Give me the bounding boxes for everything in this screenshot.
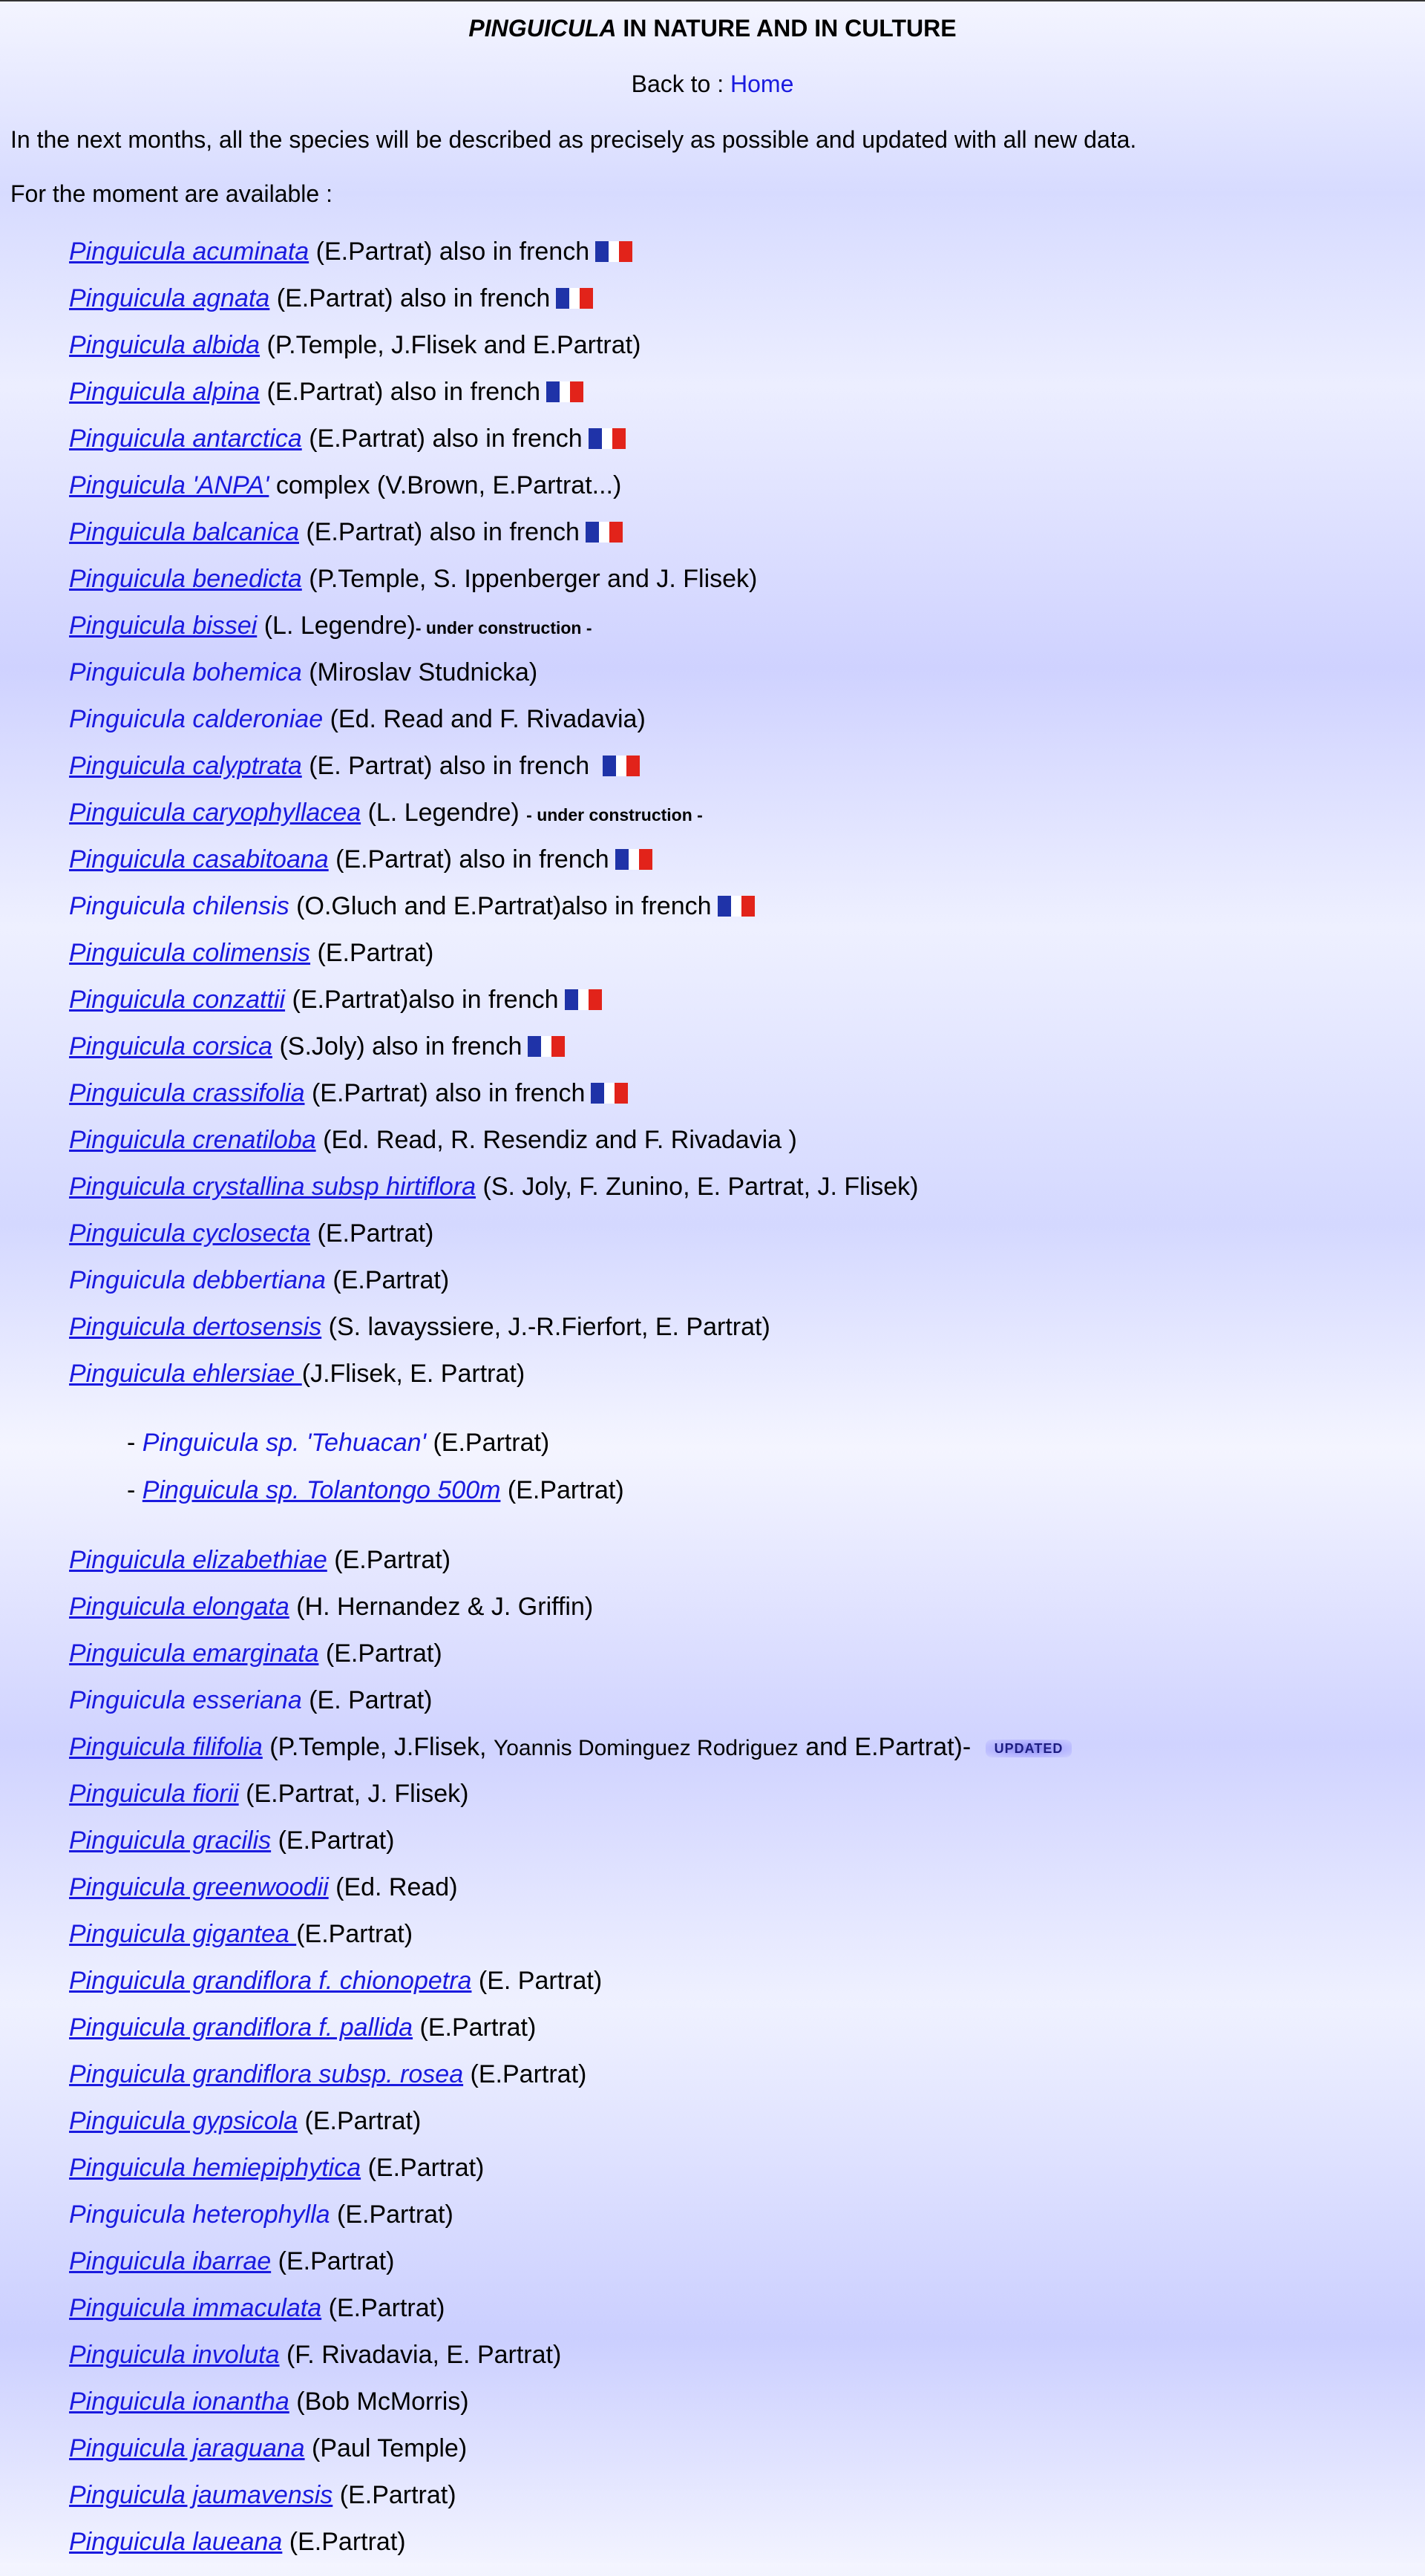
species-entry-pinguicula-balcanica <box>69 520 1072 566</box>
species-entry-pinguicula-bissei <box>69 613 1072 660</box>
species-entry-pinguicula-benedicta <box>69 566 1072 613</box>
species-link-pinguicula-colimensis[interactable]: Pinguicula colimensis <box>69 939 311 967</box>
species-entry-pinguicula-jaumavensis <box>69 2482 1072 2529</box>
species-link-pinguicula-involuta[interactable]: Pinguicula involuta <box>69 2341 280 2369</box>
sub-entry-dash: - <box>127 1429 142 1457</box>
species-link-pinguicula-agnata[interactable]: Pinguicula agnata <box>69 284 270 312</box>
species-link-pinguicula-acuminata[interactable]: Pinguicula acuminata <box>69 237 309 266</box>
species-authors: (E.Partrat) <box>361 2154 485 2182</box>
species-authors: (E. Partrat) <box>301 1686 433 1714</box>
french-flag-icon[interactable] <box>615 849 652 870</box>
species-entry-pinguicula-chilensis <box>69 894 1072 940</box>
species-entry-pinguicula-caryophyllacea <box>69 800 1072 847</box>
species-entry-pinguicula-gracilis <box>69 1828 1072 1875</box>
species-authors-extra: Yoannis Dominguez Rodriguez <box>493 1736 799 1760</box>
species-link-pinguicula-sp-tehuacan[interactable]: Pinguicula sp. 'Tehuacan' <box>142 1429 426 1457</box>
french-flag-icon[interactable] <box>528 1036 565 1057</box>
species-authors: (E.Partrat) <box>321 2294 445 2322</box>
species-entry-pinguicula-grandiflora-f-chionopetra <box>69 1968 1072 2015</box>
french-flag-icon[interactable] <box>603 756 640 776</box>
species-authors: (S. Joly, F. Zunino, E. Partrat, J. Flisek) <box>476 1173 919 1201</box>
top-border <box>0 0 1425 1</box>
species-group-2 <box>69 1547 1072 2576</box>
species-link-pinguicula-ehlersiae[interactable]: Pinguicula ehlersiae <box>69 1360 302 1388</box>
species-entry-pinguicula-bohemica <box>69 660 1072 707</box>
species-link-pinguicula-laueana[interactable]: Pinguicula laueana <box>69 2528 283 2556</box>
species-link-pinguicula-balcanica[interactable]: Pinguicula balcanica <box>69 518 299 546</box>
species-authors: (Paul Temple) <box>304 2434 468 2462</box>
species-link-pinguicula-antarctica[interactable]: Pinguicula antarctica <box>69 425 302 453</box>
species-link-pinguicula-cyclosecta[interactable]: Pinguicula cyclosecta <box>69 1219 311 1248</box>
page-title-rest: IN NATURE AND IN CULTURE <box>616 15 957 42</box>
species-entry-pinguicula-immaculata <box>69 2295 1072 2342</box>
species-authors: (J.Flisek, E. Partrat) <box>301 1360 525 1388</box>
species-link-pinguicula-debbertiana[interactable]: Pinguicula debbertiana <box>69 1266 326 1294</box>
french-flag-icon[interactable] <box>546 381 583 402</box>
species-entry-pinguicula-crassifolia <box>69 1081 1072 1127</box>
species-link-pinguicula-anpa[interactable]: Pinguicula 'ANPA' <box>69 471 269 499</box>
species-authors: (E.Partrat) also in french <box>328 845 609 874</box>
species-entry-pinguicula-conzattii <box>69 987 1072 1034</box>
species-link-pinguicula-grandiflora-f-chionopetra[interactable]: Pinguicula grandiflora f. chionopetra <box>69 1967 472 1995</box>
species-authors: (E. Partrat) also in french <box>301 752 597 780</box>
species-authors: (E.Partrat) also in french <box>304 1079 586 1107</box>
species-link-pinguicula-corsica[interactable]: Pinguicula corsica <box>69 1032 273 1061</box>
species-entry-pinguicula-dertosensis <box>69 1314 1072 1361</box>
french-flag-icon[interactable] <box>586 522 623 543</box>
species-entry-pinguicula-greenwoodii <box>69 1875 1072 1921</box>
species-authors: (E.Partrat) also in french <box>309 237 590 266</box>
species-authors: (Ed. Read and F. Rivadavia) <box>323 705 646 733</box>
available-heading: For the moment are available : <box>10 180 332 207</box>
species-link-pinguicula-crassifolia[interactable]: Pinguicula crassifolia <box>69 1079 305 1107</box>
species-entry-pinguicula-ionantha <box>69 2389 1072 2436</box>
species-link-pinguicula-fiorii[interactable]: Pinguicula fiorii <box>69 1780 239 1808</box>
species-link-pinguicula-alpina[interactable]: Pinguicula alpina <box>69 378 261 406</box>
species-entry-pinguicula-calderoniae <box>69 707 1072 753</box>
species-authors: (F. Rivadavia, E. Partrat) <box>279 2341 562 2369</box>
french-flag-icon[interactable] <box>556 288 593 309</box>
species-link-pinguicula-grandiflora-subsp-rosea[interactable]: Pinguicula grandiflora subsp. rosea <box>69 2060 464 2088</box>
french-flag-icon[interactable] <box>718 896 755 917</box>
species-authors: (P.Temple, J.Flisek, <box>262 1733 494 1761</box>
species-link-pinguicula-greenwoodii[interactable]: Pinguicula greenwoodii <box>69 1873 329 1901</box>
species-authors: (P.Temple, J.Flisek and E.Partrat) <box>260 331 641 359</box>
species-entry-pinguicula-gigantea <box>69 1921 1072 1968</box>
species-link-pinguicula-crystallina-subsp-hirtiflora[interactable]: Pinguicula crystallina subsp hirtiflora <box>69 1173 476 1201</box>
species-link-pinguicula-grandiflora-f-pallida[interactable]: Pinguicula grandiflora f. pallida <box>69 2013 413 2042</box>
species-entry-pinguicula-fiorii <box>69 1781 1072 1828</box>
species-authors: (S.Joly) also in french <box>272 1032 522 1061</box>
species-entry-pinguicula-filifolia <box>69 1734 1072 1781</box>
species-link-pinguicula-jaumavensis[interactable]: Pinguicula jaumavensis <box>69 2481 333 2509</box>
species-link-pinguicula-calderoniae[interactable]: Pinguicula calderoniae <box>69 705 324 733</box>
species-entry-pinguicula-hemiepiphytica <box>69 2155 1072 2202</box>
species-authors: (H. Hernandez & J. Griffin) <box>289 1593 594 1621</box>
species-link-pinguicula-emarginata[interactable]: Pinguicula emarginata <box>69 1639 319 1668</box>
species-authors: (E.Partrat)also in french <box>285 986 559 1014</box>
species-link-pinguicula-casabitoana[interactable]: Pinguicula casabitoana <box>69 845 329 874</box>
species-entry-pinguicula-grandiflora-f-pallida <box>69 2015 1072 2062</box>
species-link-pinguicula-gigantea[interactable]: Pinguicula gigantea <box>69 1920 297 1948</box>
species-entry-pinguicula-elongata <box>69 1594 1072 1641</box>
species-link-pinguicula-jaraguana[interactable]: Pinguicula jaraguana <box>69 2434 305 2462</box>
species-authors: (E.Partrat) <box>282 2528 406 2556</box>
species-authors: (L. Legendre) <box>361 799 527 827</box>
species-entry-pinguicula-laueana <box>69 2529 1072 2576</box>
species-entry-pinguicula-grandiflora-subsp-rosea <box>69 2062 1072 2108</box>
species-link-pinguicula-hemiepiphytica[interactable]: Pinguicula hemiepiphytica <box>69 2154 361 2182</box>
under-construction-note: - under construction - <box>415 618 592 638</box>
species-authors: (L. Legendre) <box>257 612 416 640</box>
species-authors: (E.Partrat) <box>310 1219 434 1248</box>
back-label: Back to : <box>631 71 731 97</box>
species-link-pinguicula-dertosensis[interactable]: Pinguicula dertosensis <box>69 1313 322 1341</box>
species-authors: (E.Partrat) <box>318 1639 442 1668</box>
species-authors: (E.Partrat) <box>296 1920 413 1948</box>
species-authors: (O.Gluch and E.Partrat)also in french <box>289 892 712 920</box>
species-authors: (E.Partrat) <box>271 2247 395 2275</box>
species-authors: (E.Partrat) <box>332 2481 456 2509</box>
species-authors: (E.Partrat) also in french <box>301 425 583 453</box>
under-construction-note: - under construction - <box>526 805 703 825</box>
species-link-pinguicula-immaculata[interactable]: Pinguicula immaculata <box>69 2294 322 2322</box>
species-entry-pinguicula-ibarrae <box>69 2249 1072 2295</box>
species-entry-pinguicula-emarginata <box>69 1641 1072 1688</box>
species-entry-pinguicula-cyclosecta <box>69 1221 1072 1268</box>
species-link-pinguicula-caryophyllacea[interactable]: Pinguicula caryophyllacea <box>69 799 361 827</box>
species-authors: (E.Partrat) <box>330 2200 453 2229</box>
species-link-pinguicula-albida[interactable]: Pinguicula albida <box>69 331 261 359</box>
species-link-pinguicula-conzattii[interactable]: Pinguicula conzattii <box>69 986 286 1014</box>
species-authors: (E.Partrat) also in french <box>269 284 551 312</box>
species-link-pinguicula-bohemica[interactable]: Pinguicula bohemica <box>69 658 302 686</box>
species-authors: (E.Partrat) <box>327 1546 451 1574</box>
species-authors: (E.Partrat) also in french <box>298 518 580 546</box>
species-authors-end: and E.Partrat)- <box>798 1733 978 1761</box>
species-link-pinguicula-chilensis[interactable]: Pinguicula chilensis <box>69 892 289 920</box>
species-authors: (E.Partrat) <box>500 1476 624 1504</box>
species-authors: complex (V.Brown, E.Partrat...) <box>269 471 622 499</box>
species-link-pinguicula-filifolia[interactable]: Pinguicula filifolia <box>69 1733 263 1761</box>
species-authors: (E.Partrat) also in french <box>260 378 540 406</box>
french-flag-icon[interactable] <box>565 989 602 1010</box>
species-authors: (Ed. Read, R. Resendiz and F. Rivadavia ) <box>315 1126 797 1154</box>
intro-text: In the next months, all the species will be described as precisely as possible and updated with all new data. <box>10 126 1137 153</box>
species-entry-pinguicula-anpa <box>69 473 1072 520</box>
species-entry-pinguicula-elizabethiae <box>69 1547 1072 1594</box>
species-link-pinguicula-crenatiloba[interactable]: Pinguicula crenatiloba <box>69 1126 316 1154</box>
species-authors: (Ed. Read) <box>328 1873 458 1901</box>
home-link[interactable]: Home <box>730 71 794 97</box>
species-link-pinguicula-calyptrata[interactable]: Pinguicula calyptrata <box>69 752 302 780</box>
species-list <box>69 239 1072 2576</box>
back-line <box>0 71 1425 98</box>
species-authors: (E.Partrat) <box>271 1826 395 1855</box>
species-link-pinguicula-bissei[interactable]: Pinguicula bissei <box>69 612 258 640</box>
species-authors: (E. Partrat) <box>471 1967 603 1995</box>
species-link-pinguicula-ibarrae[interactable]: Pinguicula ibarrae <box>69 2247 272 2275</box>
french-flag-icon[interactable] <box>595 241 632 262</box>
species-link-pinguicula-heterophylla[interactable]: Pinguicula heterophylla <box>69 2200 330 2229</box>
species-entry-pinguicula-albida <box>69 332 1072 379</box>
species-link-pinguicula-elongata[interactable]: Pinguicula elongata <box>69 1593 289 1621</box>
species-entry-pinguicula-agnata <box>69 286 1072 332</box>
species-link-pinguicula-benedicta[interactable]: Pinguicula benedicta <box>69 565 302 593</box>
species-entry-pinguicula-antarctica <box>69 426 1072 473</box>
species-entry-pinguicula-sp-tolantongo-500m <box>69 1478 1072 1525</box>
species-authors: (E.Partrat) <box>413 2013 537 2042</box>
species-entry-pinguicula-gypsicola <box>69 2108 1072 2155</box>
species-entry-pinguicula-alpina <box>69 379 1072 426</box>
species-entry-pinguicula-colimensis <box>69 940 1072 987</box>
species-link-pinguicula-gracilis[interactable]: Pinguicula gracilis <box>69 1826 272 1855</box>
species-authors: (E.Partrat) <box>298 2107 422 2135</box>
species-entry-pinguicula-jaraguana <box>69 2436 1072 2482</box>
species-authors: (Miroslav Studnicka) <box>301 658 538 686</box>
species-entry-pinguicula-calyptrata <box>69 753 1072 800</box>
species-authors: (E.Partrat) <box>426 1429 550 1457</box>
species-entry-pinguicula-sp-tehuacan <box>69 1430 1072 1478</box>
french-flag-icon[interactable] <box>589 428 626 449</box>
sub-entry-dash: - <box>127 1476 142 1504</box>
species-entry-pinguicula-involuta <box>69 2342 1072 2389</box>
species-sub-list <box>69 1430 1072 1525</box>
page-title-italic: PINGUICULA <box>468 15 617 42</box>
species-authors: (E.Partrat, J. Flisek) <box>238 1780 469 1808</box>
species-entry-pinguicula-heterophylla <box>69 2202 1072 2249</box>
species-authors: (S. lavayssiere, J.-R.Fierfort, E. Partrat) <box>321 1313 770 1341</box>
species-entry-pinguicula-esseriana <box>69 1688 1072 1734</box>
species-entry-pinguicula-crystallina-subsp-hirtiflora <box>69 1174 1072 1221</box>
species-link-pinguicula-esseriana[interactable]: Pinguicula esseriana <box>69 1686 302 1714</box>
species-entry-pinguicula-casabitoana <box>69 847 1072 894</box>
updated-badge: UPDATED <box>986 1740 1072 1757</box>
species-link-pinguicula-sp-tolantongo-500m[interactable]: Pinguicula sp. Tolantongo 500m <box>142 1476 501 1504</box>
species-entry-pinguicula-acuminata <box>69 239 1072 286</box>
species-link-pinguicula-gypsicola[interactable]: Pinguicula gypsicola <box>69 2107 298 2135</box>
species-authors: (Bob McMorris) <box>289 2387 469 2416</box>
species-authors: (P.Temple, S. Ippenberger and J. Flisek) <box>301 565 758 593</box>
species-group-1 <box>69 239 1072 1408</box>
species-entry-pinguicula-crenatiloba <box>69 1127 1072 1174</box>
species-link-pinguicula-elizabethiae[interactable]: Pinguicula elizabethiae <box>69 1546 327 1574</box>
page-title <box>0 15 1425 42</box>
species-authors: (E.Partrat) <box>463 2060 587 2088</box>
species-entry-pinguicula-corsica <box>69 1034 1072 1081</box>
species-link-pinguicula-ionantha[interactable]: Pinguicula ionantha <box>69 2387 289 2416</box>
species-authors: (E.Partrat) <box>310 939 434 967</box>
species-authors: (E.Partrat) <box>325 1266 450 1294</box>
species-entry-pinguicula-debbertiana <box>69 1268 1072 1314</box>
french-flag-icon[interactable] <box>591 1083 628 1104</box>
species-entry-pinguicula-ehlersiae <box>69 1361 1072 1408</box>
